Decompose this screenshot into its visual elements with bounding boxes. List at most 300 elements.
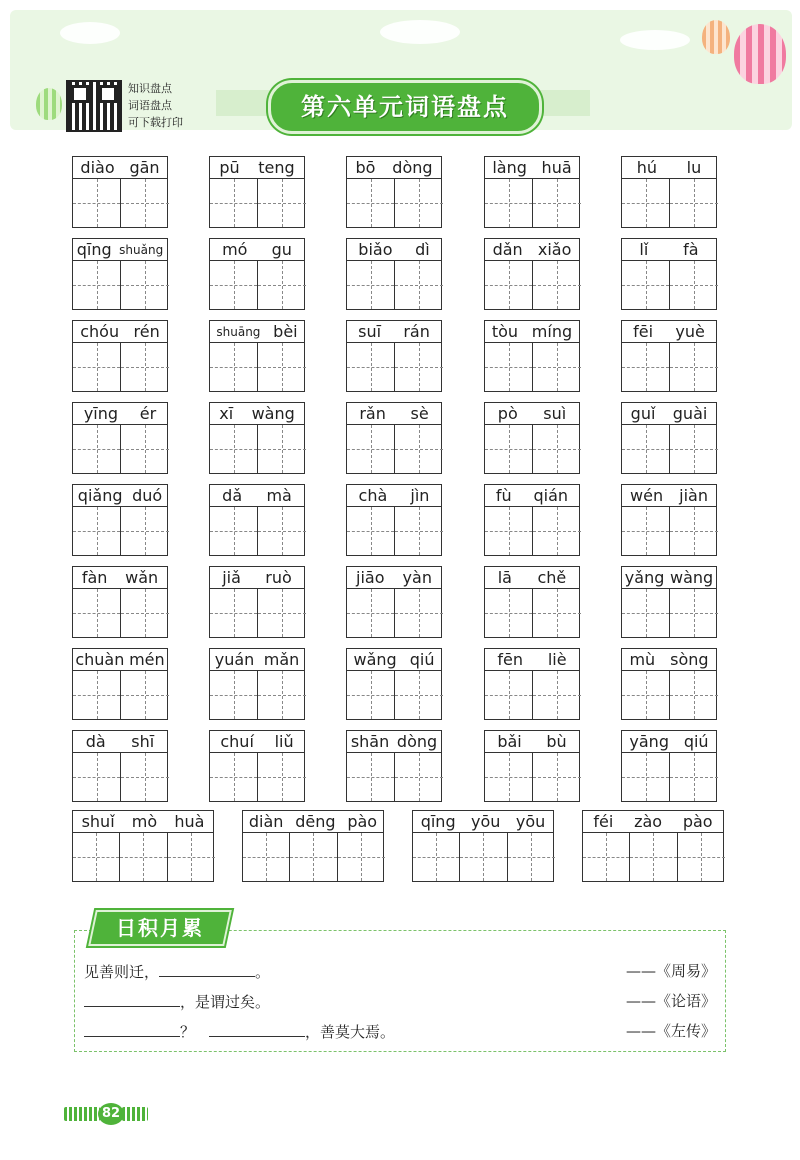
qr-caption-line: 可下载打印 [128,116,183,129]
word-cell [621,484,717,556]
page-number-bar [64,1103,148,1125]
writing-box[interactable] [485,671,533,719]
writing-box[interactable] [210,753,258,801]
writing-box[interactable] [670,261,718,309]
word-cell [484,402,580,474]
pinyin-syllable: rán [403,322,430,341]
writing-box[interactable] [73,671,121,719]
writing-box[interactable] [670,507,718,555]
word-cell [346,730,442,802]
pinyin-syllable: gu [271,240,292,259]
pinyin-syllable: diào [80,158,115,177]
fill-blank[interactable] [159,960,255,977]
pinyin-syllable: guài [672,404,708,423]
pinyin-syllable: bǎi [497,732,522,751]
pinyin-syllable: mén [129,650,165,669]
writing-box[interactable] [210,671,258,719]
pinyin-syllable: yīng [83,404,119,423]
pinyin-syllable: shī [131,732,155,751]
pinyin-syllable: biǎo [358,240,393,259]
pinyin-syllable: qiú [683,732,709,751]
word-cell [346,566,442,638]
writing-box[interactable] [485,753,533,801]
pinyin-syllable: jiǎ [222,568,241,587]
pinyin-syllable: bèi [273,322,298,341]
word-cell [484,566,580,638]
word-cell [621,238,717,310]
pinyin-row [73,485,167,507]
writing-box[interactable] [413,833,460,881]
writing-box[interactable] [243,833,290,881]
writing-box[interactable] [258,589,306,637]
pinyin-syllable: fù [495,486,512,505]
pinyin-row [210,567,304,589]
accumulation-title: 日积月累 [116,916,204,940]
pinyin-row [413,811,553,833]
pinyin-row [485,321,579,343]
writing-box[interactable] [395,589,443,637]
writing-box[interactable] [485,507,533,555]
pinyin-syllable: sè [410,404,429,423]
writing-box[interactable] [121,753,169,801]
pinyin-syllable: ruò [265,568,292,587]
word-cell [209,402,305,474]
pinyin-row [622,485,716,507]
pinyin-syllable: qiǎng [77,486,123,505]
writing-box[interactable] [508,833,555,881]
word-cell [346,484,442,556]
writing-box[interactable] [338,833,385,881]
page-number: 82 [98,1103,124,1125]
writing-box[interactable] [395,671,443,719]
pinyin-syllable: pào [682,812,713,831]
pinyin-syllable: mǎn [263,650,300,669]
pinyin-syllable: qiú [409,650,435,669]
word-cell [242,810,384,882]
pinyin-syllable: liè [547,650,567,669]
writing-box[interactable] [73,507,121,555]
page-bar-decoration [64,1107,100,1121]
pinyin-row [347,403,441,425]
word-cell [621,320,717,392]
writing-box[interactable] [347,425,395,473]
pinyin-syllable: sòng [670,650,709,669]
word-cell [346,156,442,228]
word-cell [72,810,214,882]
writing-box[interactable] [622,507,670,555]
writing-box[interactable] [622,179,670,227]
word-cell [484,730,580,802]
word-cell [484,156,580,228]
writing-box[interactable] [485,179,533,227]
writing-box[interactable] [485,425,533,473]
writing-box[interactable] [121,261,169,309]
quote-suffix: ，善莫大焉。 [305,1023,396,1041]
word-cell [72,320,168,392]
pinyin-syllable: dà [85,732,106,751]
pinyin-syllable: jiāo [356,568,385,587]
pinyin-syllable: yuán [214,650,255,669]
pinyin-syllable: dēng [295,812,336,831]
pinyin-syllable: lǐ [639,240,649,259]
pinyin-row [485,567,579,589]
writing-box[interactable] [533,179,581,227]
pinyin-syllable: làng [492,158,527,177]
word-cell [484,648,580,720]
pinyin-row [347,157,441,179]
word-cell [209,484,305,556]
pinyin-syllable: jìn [410,486,430,505]
pinyin-row [210,239,304,261]
word-cell [72,238,168,310]
qr-caption-line: 知识盘点 [128,82,172,95]
writing-box[interactable] [670,589,718,637]
pinyin-syllable: tòu [491,322,519,341]
pinyin-row [347,321,441,343]
pinyin-syllable: wàng [669,568,714,587]
pinyin-syllable: huà [174,812,205,831]
pinyin-row [583,811,723,833]
pinyin-syllable: yōu [515,812,546,831]
pinyin-row [243,811,383,833]
writing-box[interactable] [290,833,337,881]
pinyin-syllable: pò [497,404,518,423]
pinyin-syllable: xī [219,404,234,423]
pinyin-syllable: xiǎo [537,240,572,259]
pinyin-row [73,731,167,753]
writing-box[interactable] [347,261,395,309]
writing-box[interactable] [121,671,169,719]
pinyin-syllable: suī [358,322,382,341]
pinyin-syllable: shān [350,732,390,751]
pinyin-syllable: wǎn [125,568,159,587]
pinyin-syllable: chě [537,568,567,587]
writing-box[interactable] [210,507,258,555]
word-cell [484,238,580,310]
pinyin-row [210,321,304,343]
pinyin-row [485,731,579,753]
quote-source: ——《左传》 [625,1022,716,1040]
pinyin-syllable: chóu [80,322,120,341]
writing-box[interactable] [533,425,581,473]
pinyin-syllable: bù [546,732,567,751]
pinyin-syllable: fēi [633,322,654,341]
pinyin-syllable: chà [358,486,388,505]
writing-box[interactable] [347,343,395,391]
writing-box[interactable] [622,671,670,719]
pinyin-syllable: shuǐ [81,812,115,831]
word-cell [346,402,442,474]
writing-box[interactable] [210,425,258,473]
writing-box[interactable] [121,589,169,637]
pinyin-syllable: hú [636,158,658,177]
writing-box[interactable] [347,671,395,719]
writing-box[interactable] [395,343,443,391]
writing-box[interactable] [258,671,306,719]
writing-box[interactable] [395,753,443,801]
writing-box[interactable] [120,833,167,881]
accumulation-tag [88,910,232,946]
pinyin-syllable: dì [415,240,430,259]
pinyin-syllable: mò [131,812,158,831]
word-cell [621,156,717,228]
writing-box[interactable] [258,507,306,555]
word-cell [209,648,305,720]
pinyin-syllable: yàn [402,568,432,587]
pinyin-row [73,239,167,261]
word-cell [209,320,305,392]
writing-box[interactable] [395,261,443,309]
writing-box[interactable] [678,833,725,881]
page-bar-decoration [122,1107,148,1121]
writing-box[interactable] [121,507,169,555]
word-cell [346,320,442,392]
word-cell [72,566,168,638]
pinyin-syllable: chuí [220,732,254,751]
writing-box[interactable] [258,179,306,227]
pinyin-syllable: mà [266,486,292,505]
writing-box[interactable] [630,833,677,881]
pinyin-row [622,731,716,753]
pinyin-row [73,649,167,671]
writing-box[interactable] [622,425,670,473]
pinyin-syllable: fēn [497,650,524,669]
pinyin-syllable: lu [686,158,702,177]
quote-prefix: 见善则迁， [84,963,160,981]
pinyin-syllable: zào [634,812,663,831]
writing-box[interactable] [485,589,533,637]
word-cell [621,730,717,802]
pinyin-syllable: yuè [675,322,705,341]
writing-box[interactable] [670,343,718,391]
pinyin-row [347,649,441,671]
fill-blank[interactable] [209,1020,305,1037]
quote-suffix: 。 [255,963,271,981]
word-cell [621,402,717,474]
writing-box[interactable] [121,425,169,473]
writing-box[interactable] [347,753,395,801]
word-cell [346,238,442,310]
pinyin-row [347,485,441,507]
writing-box[interactable] [121,343,169,391]
pinyin-syllable: qīng [420,812,456,831]
pinyin-row [210,157,304,179]
pinyin-syllable: rǎn [359,404,386,423]
pinyin-syllable: féi [593,812,614,831]
writing-box[interactable] [670,179,718,227]
qr-caption-line: 词语盘点 [128,99,172,112]
accumulation-line [84,960,716,986]
word-cell [209,730,305,802]
pinyin-syllable: diàn [248,812,284,831]
accumulation-text [84,1020,395,1042]
pinyin-row [347,731,441,753]
writing-box[interactable] [622,589,670,637]
quote-suffix: ，是谓过矣。 [180,993,271,1011]
writing-box[interactable] [533,753,581,801]
word-cell [412,810,554,882]
writing-box[interactable] [73,425,121,473]
pinyin-row [347,567,441,589]
accumulation-line [84,1020,716,1046]
pinyin-syllable: lā [497,568,512,587]
pinyin-syllable: dòng [396,732,438,751]
pinyin-syllable: chuàn [75,650,125,669]
writing-box[interactable] [622,753,670,801]
writing-box[interactable] [73,179,121,227]
writing-box[interactable] [73,261,121,309]
word-cell [484,320,580,392]
word-cell [346,648,442,720]
writing-box[interactable] [210,343,258,391]
word-cell [209,566,305,638]
writing-box[interactable] [210,179,258,227]
pinyin-row [485,485,579,507]
pinyin-syllable: bō [355,158,376,177]
word-cell [72,730,168,802]
writing-box[interactable] [347,179,395,227]
writing-box[interactable] [533,507,581,555]
fill-blank[interactable] [84,990,180,1007]
pinyin-syllable: jiàn [679,486,708,505]
pinyin-syllable: fà [683,240,699,259]
pinyin-syllable: guǐ [630,404,656,423]
pinyin-row [622,157,716,179]
pinyin-syllable: qīng [76,240,112,259]
writing-box[interactable] [533,261,581,309]
pinyin-syllable: liǔ [274,732,294,751]
pinyin-syllable: mù [629,650,656,669]
pinyin-syllable: wén [630,486,664,505]
word-cell [72,402,168,474]
writing-box[interactable] [258,753,306,801]
pinyin-syllable: duó [132,486,163,505]
writing-box[interactable] [395,507,443,555]
writing-box[interactable] [73,833,120,881]
writing-box[interactable] [258,343,306,391]
pinyin-row [210,485,304,507]
pinyin-syllable: dǎn [492,240,523,259]
pinyin-syllable: shuǎng [119,242,164,257]
pinyin-syllable: dǎ [222,486,243,505]
pinyin-syllable: ér [139,404,157,423]
pinyin-row [485,649,579,671]
word-cell [72,484,168,556]
word-cell [484,484,580,556]
pinyin-syllable: shuāng [216,324,261,339]
writing-box[interactable] [622,343,670,391]
pinyin-row [485,239,579,261]
pinyin-syllable: fàn [81,568,108,587]
writing-box[interactable] [73,589,121,637]
pinyin-syllable: rén [133,322,160,341]
writing-box[interactable] [73,753,121,801]
word-cell [621,648,717,720]
word-cell [209,238,305,310]
pinyin-syllable: pào [347,812,378,831]
pinyin-row [622,649,716,671]
pinyin-row [73,157,167,179]
word-cell [72,648,168,720]
pinyin-syllable: gān [129,158,160,177]
quote-middle: ？ [180,1023,196,1041]
writing-box[interactable] [485,261,533,309]
pinyin-syllable: suì [543,404,567,423]
pinyin-syllable: teng [258,158,295,177]
accumulation-text [84,990,270,1012]
pinyin-syllable: wàng [251,404,295,423]
quote-source: ——《周易》 [625,962,716,980]
writing-box[interactable] [73,343,121,391]
pinyin-row [73,811,213,833]
writing-box[interactable] [347,507,395,555]
pinyin-syllable: wǎng [353,650,397,669]
pinyin-row [622,403,716,425]
accumulation-line [84,990,716,1016]
writing-box[interactable] [168,833,215,881]
writing-box[interactable] [533,343,581,391]
pinyin-syllable: pū [219,158,240,177]
fill-blank[interactable] [84,1020,180,1037]
pinyin-syllable: yōu [471,812,501,831]
word-cell [209,156,305,228]
pinyin-row [485,157,579,179]
word-cell [72,156,168,228]
writing-box[interactable] [347,589,395,637]
writing-box[interactable] [210,261,258,309]
pinyin-syllable: yāng [629,732,669,751]
pinyin-syllable: huā [541,158,572,177]
writing-box[interactable] [258,425,306,473]
pinyin-row [73,403,167,425]
writing-box[interactable] [533,671,581,719]
pinyin-syllable: dòng [392,158,433,177]
writing-box[interactable] [583,833,630,881]
word-cell [621,566,717,638]
pinyin-row [210,649,304,671]
page-title: 第六单元词语盘点 [301,93,509,121]
pinyin-row [622,239,716,261]
writing-box[interactable] [670,671,718,719]
writing-box[interactable] [670,753,718,801]
writing-box[interactable] [121,179,169,227]
pinyin-row [73,567,167,589]
writing-box[interactable] [395,179,443,227]
pinyin-row [622,567,716,589]
pinyin-syllable: míng [531,322,573,341]
pinyin-row [73,321,167,343]
writing-box[interactable] [258,261,306,309]
pinyin-syllable: qián [533,486,569,505]
pinyin-row [210,403,304,425]
pinyin-syllable: yǎng [624,568,665,587]
pinyin-row [485,403,579,425]
writing-box[interactable] [533,589,581,637]
writing-box[interactable] [395,425,443,473]
writing-box[interactable] [210,589,258,637]
quote-source: ——《论语》 [625,992,716,1010]
writing-box[interactable] [485,343,533,391]
word-cell [582,810,724,882]
pinyin-row [210,731,304,753]
pinyin-syllable: mó [222,240,248,259]
writing-box[interactable] [460,833,507,881]
writing-box[interactable] [670,425,718,473]
accumulation-text [84,960,270,982]
writing-box[interactable] [622,261,670,309]
pinyin-row [347,239,441,261]
pinyin-row [622,321,716,343]
